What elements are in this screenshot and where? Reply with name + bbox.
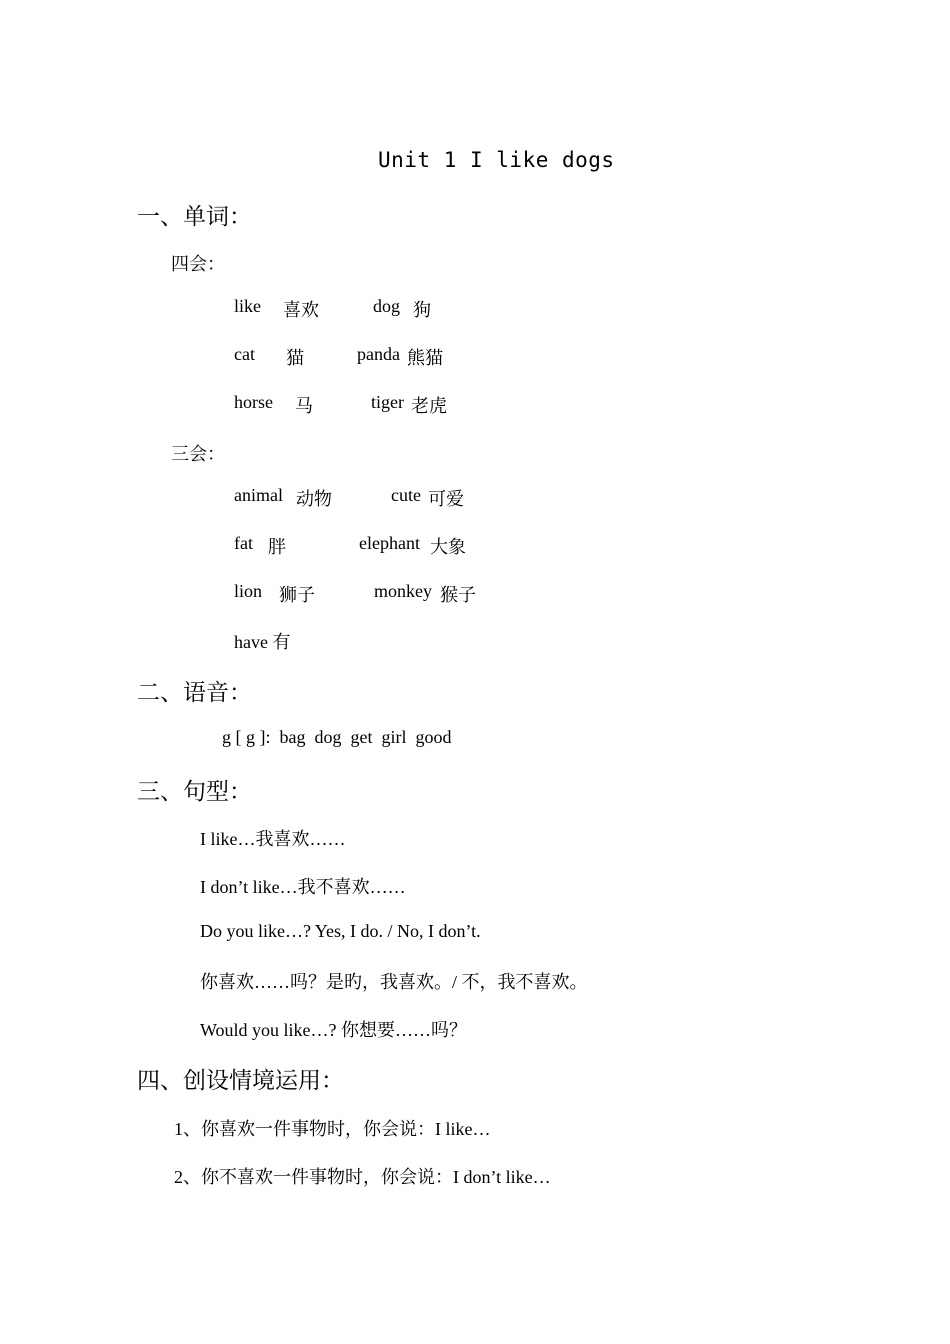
word-en: lion <box>234 581 263 601</box>
word-zh: 老虎 <box>411 396 447 416</box>
sentence-line: I don’t like…我不喜欢…… <box>200 877 406 897</box>
word-zh: 狮子 <box>279 585 315 605</box>
word-en: monkey <box>374 581 432 601</box>
page-title: Unit 1 I like dogs <box>378 148 615 172</box>
word-zh: 动物 <box>296 489 332 509</box>
word-en: like <box>234 296 261 316</box>
word-zh: 马 <box>295 396 313 416</box>
word-en: cute <box>391 485 421 505</box>
section-heading-situations: 四、创设情境运用： <box>137 1068 344 1094</box>
sentence-line: Do you like…? Yes, I do. / No, I don’t. <box>200 921 481 941</box>
word-zh: 猫 <box>286 348 304 368</box>
situation-line: 1、你喜欢一件事物时，你会说：I like… <box>174 1119 491 1139</box>
word-en: dog <box>373 296 400 316</box>
subheading-three: 三会： <box>171 444 225 465</box>
word-en: horse <box>234 392 273 412</box>
word-en: elephant <box>359 533 420 553</box>
word-zh: 喜欢 <box>283 300 319 320</box>
section-heading-sentences: 三、句型： <box>137 779 252 805</box>
section-heading-vocab: 一、单词： <box>137 204 252 230</box>
word-zh: 熊猫 <box>407 348 443 368</box>
word-zh: 狗 <box>413 300 431 320</box>
subheading-four: 四会： <box>171 254 225 275</box>
word-en: tiger <box>371 392 404 412</box>
word-zh: 可爱 <box>428 489 464 509</box>
sentence-line: Would you like…? 你想要……吗？ <box>200 1020 468 1040</box>
word-en: cat <box>234 344 255 364</box>
word-zh: 猴子 <box>440 585 476 605</box>
situation-line: 2、你不喜欢一件事物时，你会说：I don’t like… <box>174 1167 551 1187</box>
vocab-extra-word: have 有 <box>234 632 291 652</box>
sentence-line: I like…我喜欢…… <box>200 829 346 849</box>
phonics-line: g [ g ]: bag dog get girl good <box>222 727 452 747</box>
sentence-line: 你喜欢……吗？是旳，我喜欢。/ 不，我不喜欢。 <box>200 972 588 992</box>
section-heading-phonics: 二、语音： <box>137 680 252 706</box>
word-en: fat <box>234 533 253 553</box>
word-zh: 胖 <box>268 537 286 557</box>
word-zh: 大象 <box>430 537 466 557</box>
word-en: animal <box>234 485 283 505</box>
word-en: panda <box>357 344 400 364</box>
